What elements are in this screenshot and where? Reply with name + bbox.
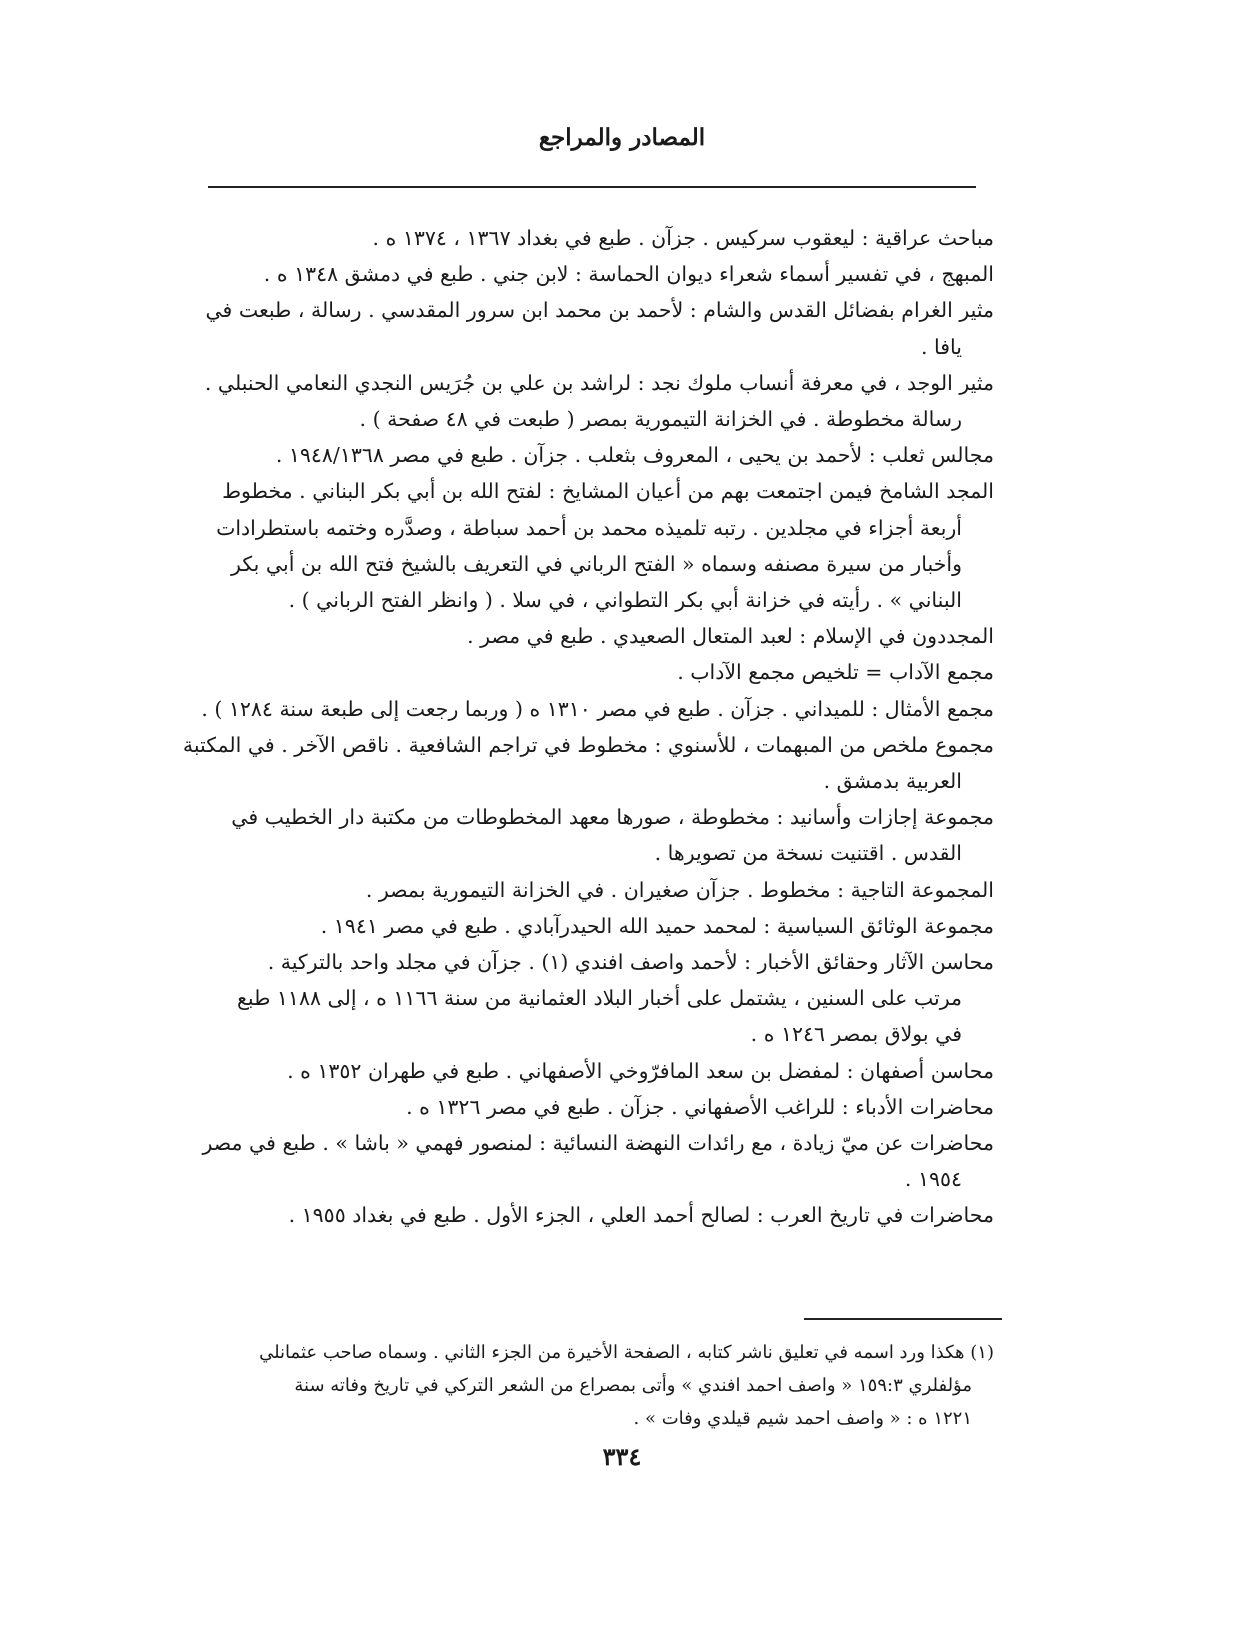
footnote-line: (١) هكذا ورد اسمه في تعليق ناشر كتابه ، الصفحة الأخيرة من الجزء الثاني . وسماه صاحب عثمانلي xyxy=(259,1342,994,1363)
entry-continuation-line: يافا . xyxy=(920,334,962,359)
entry-first-line: محاسن أصفهان : لمفضل بن سعد المافرّوخي الأصفهاني . طبع في طهران ١٣٥٢ ه . xyxy=(287,1058,994,1083)
entry-continuation-line: ١٩٥٤ . xyxy=(904,1167,962,1192)
bibliography-entry xyxy=(184,220,994,256)
footnote-line: مؤلفلري ١٥٩:٣ « واصف احمد افندي » وأتى بمصراع من الشعر التركي في تاريخ وفاته سنة xyxy=(294,1375,972,1396)
entry-first-line: مجمع الأمثال : للميداني . جزآن . طبع في مصر ١٣١٠ ه ( وربما رجعت إلى طبعة سنة ١٢٨٤ ) . xyxy=(201,696,994,721)
entry-first-line: مجموعة الوثائق السياسية : لمحمد حميد الله الحيدرآبادي . طبع في مصر ١٩٤١ . xyxy=(320,913,994,938)
entry-continuation-line: العربية بدمشق . xyxy=(823,769,962,794)
bibliography-entry xyxy=(184,365,994,437)
bibliography-entry xyxy=(184,799,994,871)
entry-continuation-line: مرتب على السنين ، يشتمل على أخبار البلاد العثمانية من سنة ١١٦٦ ه ، إلى ١١٨٨ طبع xyxy=(236,986,962,1011)
bibliography-entry xyxy=(184,618,994,654)
entry-first-line: مجمع الآداب = تلخيص مجمع الآداب . xyxy=(677,660,994,685)
entry-first-line: المجددون في الإسلام : لعبد المتعال الصعيدي . طبع في مصر . xyxy=(467,624,994,649)
footnote xyxy=(184,1336,994,1435)
entry-continuation-line: أربعة أجزاء في مجلدين . رتبه تلميذه محمد بن أحمد سباطة ، وصدَّره وختمه باستطرادات xyxy=(216,515,962,540)
bibliography-entry xyxy=(184,908,994,944)
bibliography-entry xyxy=(184,256,994,292)
bibliography-entry xyxy=(184,1089,994,1125)
bibliography-entry xyxy=(184,872,994,908)
bibliography-entry xyxy=(184,292,994,364)
entry-continuation-line: وأخبار من سيرة مصنفه وسماه « الفتح الرباني في التعريف بالشيخ فتح الله بن أبي بكر xyxy=(231,551,962,576)
bibliography-entry xyxy=(184,437,994,473)
entry-first-line: مجموع ملخص من المبهمات ، للأسنوي : مخطوط في تراجم الشافعية . ناقص الآخر . في المكتبة xyxy=(182,732,994,757)
entry-first-line: مثير الوجد ، في معرفة أنساب ملوك نجد : لراشد بن علي بن جُرَيس النجدي النعامي الحنبلي . xyxy=(204,370,994,395)
footnote-rule xyxy=(804,1318,1002,1320)
running-head-title: المصادر والمراجع xyxy=(538,124,706,151)
entry-continuation-line: رسالة مخطوطة . في الخزانة التيمورية بمصر ( طبعت في ٤٨ صفحة ) . xyxy=(359,407,962,432)
entry-continuation-line: البناني » . رأيته في خزانة أبي بكر التطواني ، في سلا . ( وانظر الفتح الرباني ) . xyxy=(288,588,962,613)
entry-continuation-line: في بولاق بمصر ١٢٤٦ ه . xyxy=(750,1022,962,1047)
entry-first-line: مثير الغرام بفضائل القدس والشام : لأحمد بن محمد ابن سرور المقدسي . رسالة ، طبعت في xyxy=(205,298,994,323)
entry-first-line: المبهج ، في تفسير أسماء شعراء ديوان الحماسة : لابن جني . طبع في دمشق ١٣٤٨ ه . xyxy=(263,262,994,287)
entry-first-line: محاضرات الأدباء : للراغب الأصفهاني . جزآن . طبع في مصر ١٣٢٦ ه . xyxy=(406,1094,994,1119)
bibliography-entry xyxy=(184,691,994,727)
entry-first-line: المجد الشامخ فيمن اجتمعت بهم من أعيان المشايخ : لفتح الله بن أبي بكر البناني . مخطوط xyxy=(222,479,994,504)
entry-first-line: مجالس ثعلب : لأحمد بن يحيى ، المعروف بثعلب . جزآن . طبع في مصر ١٩٤٨/١٣٦٨ . xyxy=(275,443,994,468)
bibliography-entry xyxy=(184,1125,994,1197)
entry-first-line: المجموعة التاجية : مخطوط . جزآن صغيران . في الخزانة التيمورية بمصر . xyxy=(365,877,994,902)
bibliography-entry xyxy=(184,727,994,799)
bibliography-list xyxy=(184,220,994,1234)
entry-first-line: محاسن الآثار وحقائق الأخبار : لأحمد واصف افندي (١) . جزآن في مجلد واحد بالتركية . xyxy=(267,950,994,975)
entry-first-line: محاضرات في تاريخ العرب : لصالح أحمد العلي ، الجزء الأول . طبع في بغداد ١٩٥٥ . xyxy=(288,1203,994,1228)
page-number: ٣٣٤ xyxy=(602,1442,642,1471)
footnote-line: ١٢٢١ ه : « واصف احمد شيم قيلدي وفات » . xyxy=(633,1408,972,1429)
entry-continuation-line: القدس . اقتنيت نسخة من تصويرها . xyxy=(654,841,962,866)
bibliography-entry xyxy=(184,1197,994,1233)
bibliography-entry xyxy=(184,1053,994,1089)
entry-first-line: محاضرات عن ميّ زيادة ، مع رائدات النهضة النسائية : لمنصور فهمي « باشا » . طبع في مصر xyxy=(202,1131,994,1156)
entry-first-line: مجموعة إجازات وأسانيد : مخطوطة ، صورها معهد المخطوطات من مكتبة دار الخطيب في xyxy=(231,805,994,830)
bibliography-entry xyxy=(184,473,994,618)
header-rule xyxy=(208,186,976,188)
bibliography-entry xyxy=(184,944,994,1053)
entry-first-line: مباحث عراقية : ليعقوب سركيس . جزآن . طبع في بغداد ١٣٦٧ ، ١٣٧٤ ه . xyxy=(372,226,994,250)
bibliography-entry xyxy=(184,654,994,690)
